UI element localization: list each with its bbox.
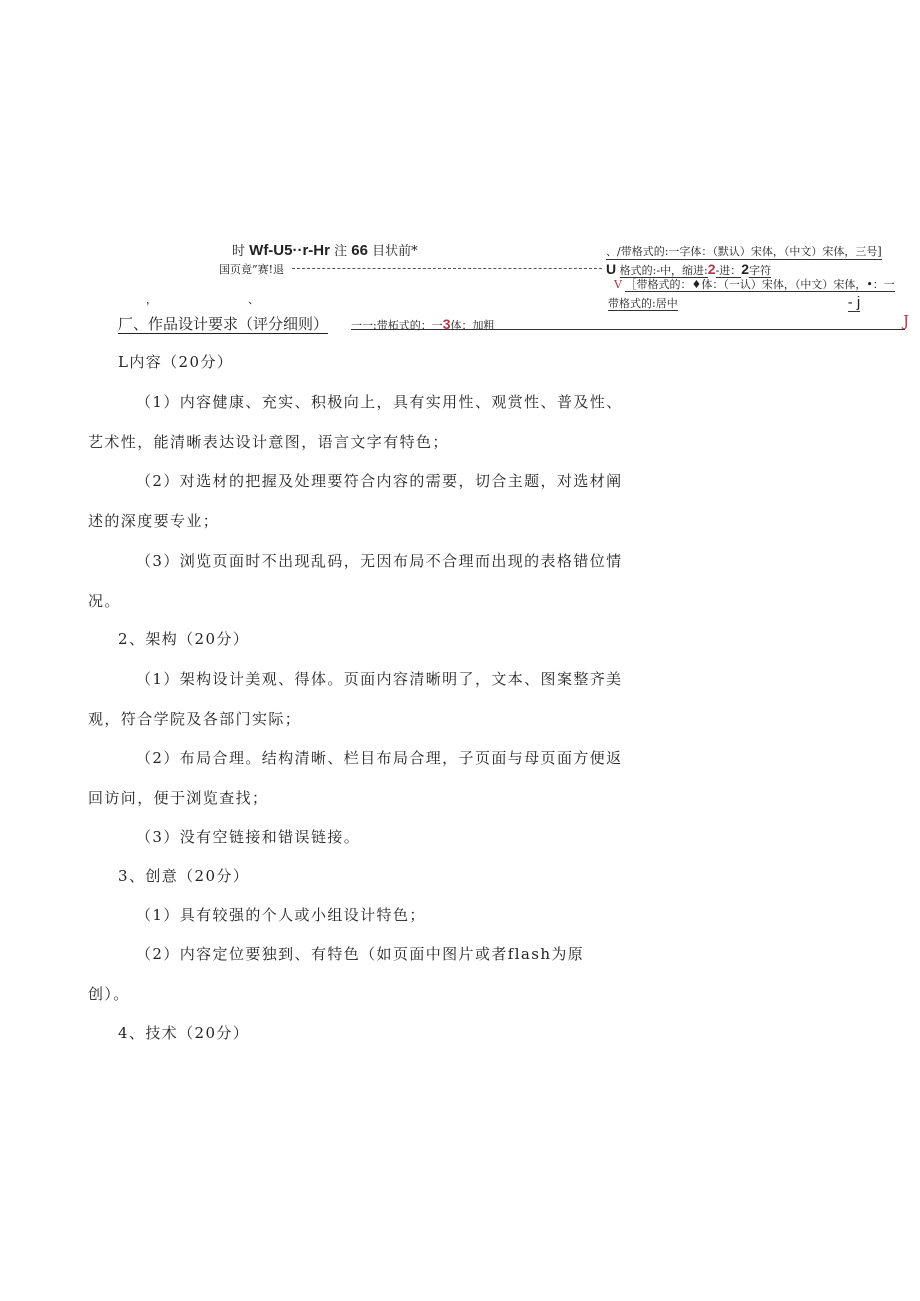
format-comment-center[interactable] <box>608 294 860 311</box>
paragraph-line: 况。 <box>88 592 121 610</box>
subheading-creativity: 3、创意（20分） <box>118 867 250 885</box>
paragraph-line: （3）浏览页面时不出现乱码，无因布局不合理而出现的表格错位情 <box>136 552 623 570</box>
header-line-2: 国页竟”赛!退 <box>219 263 285 276</box>
header-fragment: Wf-U5··r-Hr <box>249 242 330 259</box>
comment-fragment: 2 <box>707 261 716 277</box>
comment-bracket: J <box>903 312 910 330</box>
header-line-1 <box>232 240 418 259</box>
format-comment-font[interactable]: 、/带格式的:一字体：（默认）宋体，（中文）宋体，三号] <box>606 245 882 258</box>
comment-fragment: 一一:带柘式的：一 <box>351 319 443 332</box>
paragraph-line: （2）内容定位要独到、有特色（如页面中图片或者flash为原 <box>136 945 585 963</box>
subheading-structure: 2、架构（20分） <box>118 630 250 648</box>
paragraph-line: 艺术性，能清晰表达设计意图，语言文字有特色； <box>88 433 449 451</box>
paragraph-line: （1）内容健康、充实、积极向上，具有实用性、观赏性、普及性、 <box>136 393 623 411</box>
comment-leader-line <box>351 329 905 330</box>
comment-leader-line <box>292 268 602 269</box>
comment-fragment: 带格式的:居中 <box>608 297 678 310</box>
stray-mark: 、 <box>248 293 259 306</box>
header-fragment: 目状前* <box>372 244 418 259</box>
paragraph-line: 述的深度要专业； <box>88 512 220 530</box>
section-title-text: 厂、作品设计要求（评分细则） <box>118 315 329 333</box>
comment-fragment: 2 <box>741 261 750 277</box>
comment-fragment: V <box>614 278 622 291</box>
format-comment-bold[interactable] <box>351 316 495 333</box>
comment-fragment: 字符 <box>749 264 772 277</box>
paragraph-line: （3）没有空链接和错误链接。 <box>136 828 361 846</box>
comment-fragment: U <box>606 261 617 277</box>
section-title <box>118 313 328 334</box>
comment-fragment: 3 <box>442 316 451 332</box>
comment-fragment: 格式的:-中，缩进: <box>619 264 708 277</box>
header-fragment: 时 <box>232 244 246 259</box>
paragraph-line: 回访问，便于浏览查找； <box>88 789 269 807</box>
paragraph-line: 创）。 <box>88 985 130 1003</box>
format-comment-font-2[interactable] <box>614 276 895 292</box>
subheading-content: L内容（20分） <box>118 353 234 371</box>
comment-fragment: ［带格式的：♦体：（一认）宋体，（中文）宋体，•：一 <box>625 278 895 291</box>
subheading-technology: 4、技术（20分） <box>118 1024 250 1042</box>
paragraph-line: （2）布局合理。结构清晰、栏目布局合理，子页面与母页面方便返 <box>136 749 623 767</box>
comment-fragment: 体：加粗 <box>450 319 495 332</box>
paragraph-line: （2）对选材的把握及处理要符合内容的需要，切合主题，对选材阐 <box>136 472 623 490</box>
header-fragment: 66 <box>351 242 368 259</box>
comment-fragment: -进： <box>715 264 742 277</box>
paragraph-line: 观，符合学院及各部门实际； <box>88 710 302 728</box>
paragraph-line: （1）架构设计美观、得体。页面内容清晰明了，文本、图案整齐美 <box>136 670 623 688</box>
comment-fragment: - j <box>847 294 861 311</box>
paragraph-line: （1）具有较强的个人或小组设计特色； <box>136 906 426 924</box>
stray-mark: ， <box>146 293 157 306</box>
header-fragment: 注 <box>334 244 348 259</box>
